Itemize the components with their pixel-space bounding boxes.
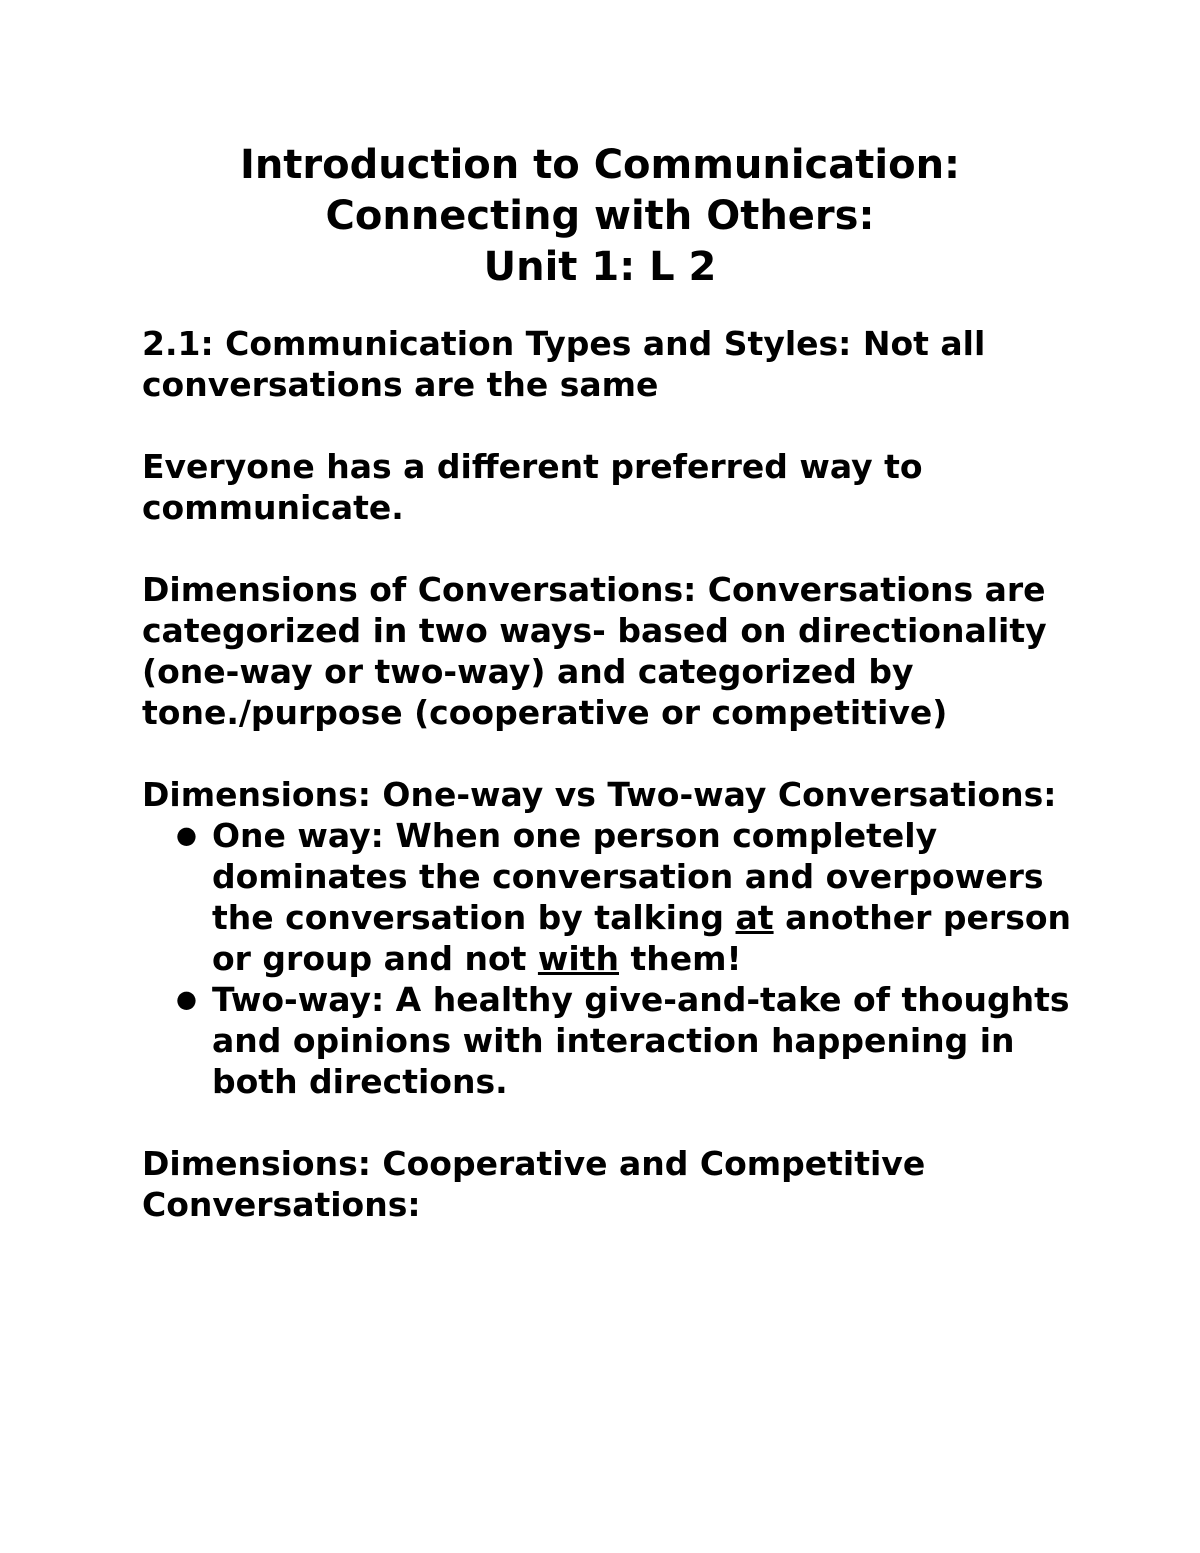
- section-heading: 2.1: Communication Types and Styles: Not all conversations are the same: [142, 324, 986, 404]
- one-way-text-middle: another person or group and not: [212, 898, 1071, 978]
- bullet-icon: ●: [176, 985, 197, 1013]
- document-title: [0, 140, 1200, 293]
- paragraph-dimensions: Dimensions of Conversations: Conversations are categorized in two ways- based on directionality (one-way or two-way) and categorized by tone./purpose (cooperative or competitive): [142, 570, 1047, 732]
- title-line-1: Introduction to Communication:: [239, 142, 961, 188]
- conversation-types-list: [142, 815, 1072, 1102]
- two-way-text: Two-way: A healthy give-and-take of thoughts and opinions with interaction happening in both directions.: [212, 980, 1070, 1101]
- document-page: [142, 140, 1072, 1225]
- oneway-twoway-heading: Dimensions: One-way vs Two-way Conversations:: [142, 775, 1057, 814]
- bullet-icon: ●: [176, 821, 197, 849]
- title-line-2: Connecting with Others:: [325, 193, 875, 239]
- cooperative-competitive-heading: Dimensions: Cooperative and Competitive Conversations:: [142, 1144, 926, 1224]
- list-item-two-way: [176, 979, 1072, 1102]
- one-way-text-tail: them!: [619, 939, 742, 978]
- one-way-underline-at: at: [735, 898, 774, 937]
- title-line-3: Unit 1: L 2: [483, 244, 717, 290]
- list-item-one-way: [176, 815, 1072, 979]
- one-way-underline-with: with: [537, 939, 619, 978]
- one-way-text-lead: One way: When one person completely dominates the conversation and overpowers the conversation by talking: [212, 816, 1044, 937]
- paragraph-preferred-way: Everyone has a different preferred way to communicate.: [142, 447, 923, 527]
